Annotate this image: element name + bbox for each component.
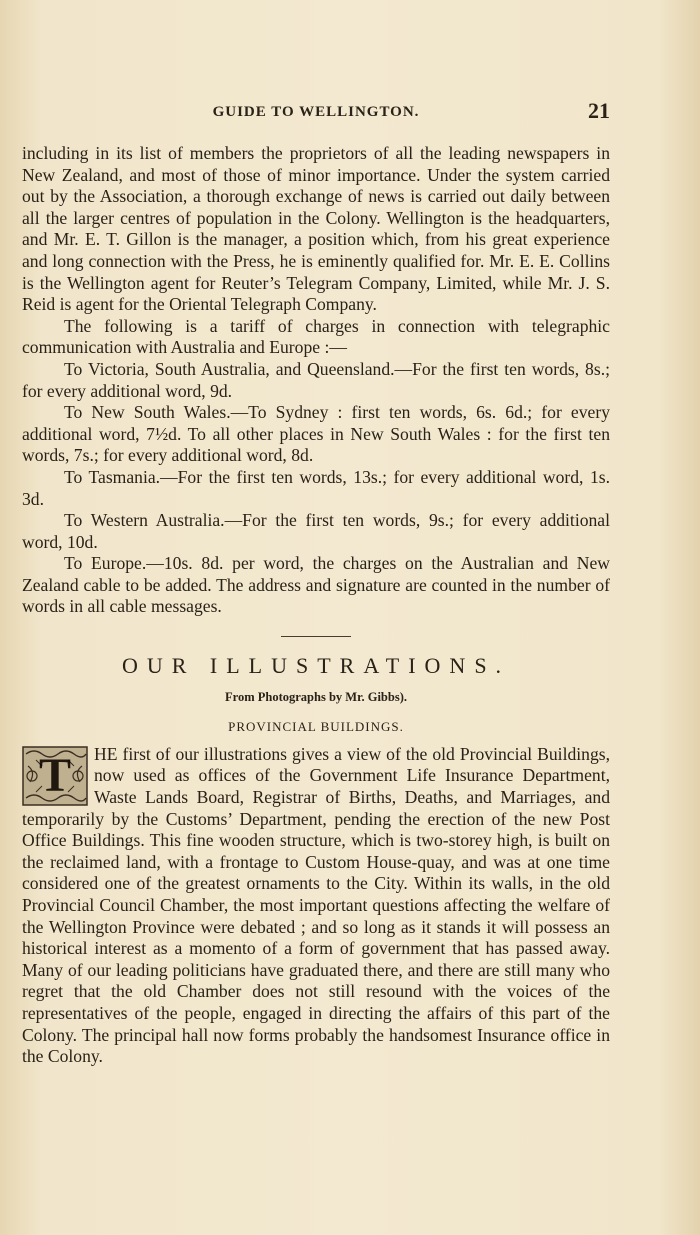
paragraph-continuation: including in its list of members the proprietors of all the leading newspapers in New Zealand, and most of those of minor importance. Under the system carried out by the Association, a thorough exchange of news is carried out daily between all the larger centres of population in the Colony. Wellington is the headquarters, and Mr. E. T. Gillon is the manager, a position which, from his great experience and long connection with the Press, he is eminently qualified for. Mr. E. E. Collins is the Wellington agent for Reuter’s Telegram Company, Limited, while Mr. J. S. Reid is agent for the Oriental Telegraph Company. bbox=[22, 143, 610, 315]
section-divider bbox=[281, 636, 351, 637]
paragraph-tariff-victoria: To Victoria, South Australia, and Queensland.—For the first ten words, 8s.; for every additional word, 9d. bbox=[22, 358, 610, 401]
section-title: OUR ILLUSTRATIONS. bbox=[121, 653, 511, 679]
page-number: 21 bbox=[588, 98, 610, 123]
paragraph-provincial-buildings: HE first of our illustrations gives a view of the old Provincial Buildings, now used as offices of the Government Life Insurance Department, Waste Lands Board, Registrar of Births, Deaths, and Marriages, and temporarily by the Customs’ Department, pending the erection of the new Post Office Buildings. This fine wooden structure, which is two-storey high, is built on the reclaimed land, with a frontage to Custom House-quay, and was at one time considered one of the greatest ornaments to the City. Within its walls, in the old Provincial Council Chamber, the most important questions affecting the welfare of the Wellington Province were debated ; and so long as it stands it will possess an historical interest as a momento of a form of government that has passed away. Many of our leading politicians have graduated there, and there are still many who regret that the old Chamber does not still resound with the voices of the representatives of the people, engaged in directing the affairs of this part of the Colony. The principal hall now forms probably the handsomest Insurance office in the Colony. bbox=[22, 743, 610, 1067]
paragraph-tariff-europe: To Europe.—10s. 8d. per word, the charges on the Australian and New Zealand cable to be added. The address and signature are counted in the number of words in all cable messages. bbox=[22, 553, 610, 617]
running-title: GUIDE TO WELLINGTON. bbox=[212, 104, 420, 120]
page-header bbox=[22, 98, 610, 128]
illustrations-paragraph bbox=[22, 744, 610, 1068]
paragraph-tariff-western-australia: To Western Australia.—For the first ten words, 9s.; for every additional word, 10d. bbox=[22, 510, 610, 552]
paragraph-tariff-nsw: To New South Wales.—To Sydney : first ten words, 6s. 6d.; for every additional word, 7½d. To all other places in New South Wales : for the first ten words, 7s.; for every additional word, 8d. bbox=[22, 402, 610, 466]
paragraph-tariff-tasmania: To Tasmania.—For the first ten words, 13s.; for every additional word, 1s. 3d. bbox=[22, 466, 610, 509]
page-body bbox=[22, 143, 610, 1068]
ornamental-dropcap bbox=[22, 746, 88, 806]
section-subheading: PROVINCIAL BUILDINGS. bbox=[228, 719, 404, 735]
photo-credit: From Photographs by Mr. Gibbs). bbox=[225, 689, 407, 704]
paragraph-tariff-intro: The following is a tariff of charges in connection with telegraphic communication with Australia and Europe :— bbox=[22, 315, 610, 358]
dropcap-letter: T bbox=[38, 748, 71, 802]
